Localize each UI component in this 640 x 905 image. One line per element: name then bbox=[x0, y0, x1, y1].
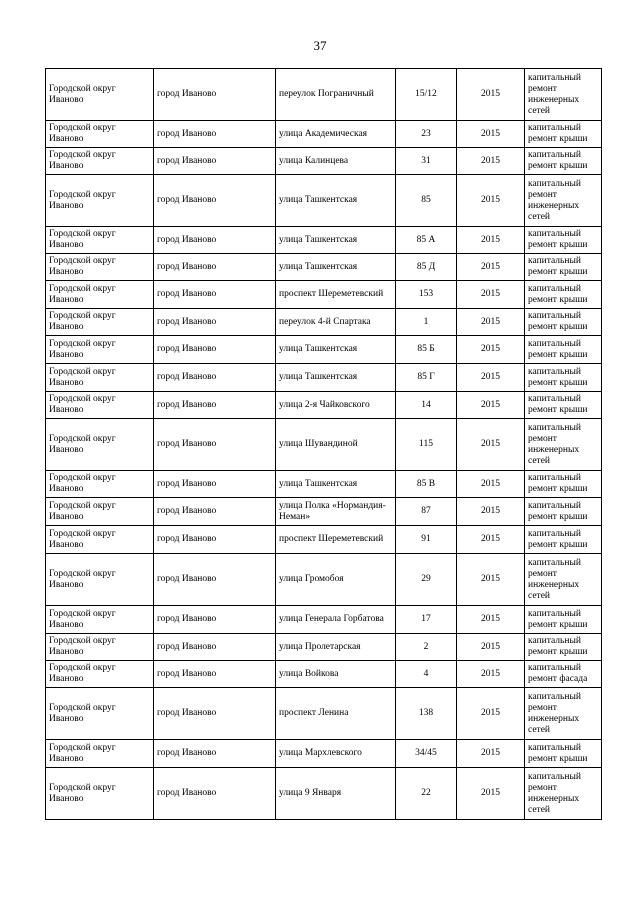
table-row bbox=[46, 121, 602, 148]
work-type-cell: капитальный ремонт фасада bbox=[525, 661, 602, 688]
year-cell: 2015 bbox=[457, 392, 525, 419]
city-cell: город Иваново bbox=[154, 634, 276, 661]
district-cell: Городской округ Иваново bbox=[46, 254, 154, 281]
year-cell: 2015 bbox=[457, 688, 525, 740]
street-cell: улица Ташкентская bbox=[276, 254, 396, 281]
city-cell: город Иваново bbox=[154, 121, 276, 148]
house-number-cell: 85 В bbox=[396, 471, 457, 498]
house-number-cell: 85 А bbox=[396, 227, 457, 254]
year-cell: 2015 bbox=[457, 281, 525, 309]
house-number-cell: 91 bbox=[396, 526, 457, 554]
city-cell: город Иваново bbox=[154, 740, 276, 768]
year-cell: 2015 bbox=[457, 740, 525, 768]
street-cell: улица Пролетарская bbox=[276, 634, 396, 661]
district-cell: Городской округ Иваново bbox=[46, 121, 154, 148]
district-cell: Городской округ Иваново bbox=[46, 281, 154, 309]
street-cell: улица Ташкентская bbox=[276, 336, 396, 364]
work-type-cell: капитальный ремонт крыши bbox=[525, 606, 602, 634]
street-cell: улица Ташкентская bbox=[276, 175, 396, 227]
house-number-cell: 85 Г bbox=[396, 364, 457, 392]
house-number-cell: 31 bbox=[396, 148, 457, 175]
repair-schedule-table bbox=[45, 68, 602, 820]
year-cell: 2015 bbox=[457, 227, 525, 254]
district-cell: Городской округ Иваново bbox=[46, 69, 154, 121]
table-row bbox=[46, 471, 602, 498]
work-type-cell: капитальный ремонт крыши bbox=[525, 471, 602, 498]
house-number-cell: 22 bbox=[396, 768, 457, 820]
city-cell: город Иваново bbox=[154, 392, 276, 419]
year-cell: 2015 bbox=[457, 471, 525, 498]
district-cell: Городской округ Иваново bbox=[46, 336, 154, 364]
table-row bbox=[46, 498, 602, 526]
table-row bbox=[46, 419, 602, 471]
house-number-cell: 138 bbox=[396, 688, 457, 740]
district-cell: Городской округ Иваново bbox=[46, 606, 154, 634]
street-cell: улица Ташкентская bbox=[276, 364, 396, 392]
house-number-cell: 29 bbox=[396, 554, 457, 606]
house-number-cell: 115 bbox=[396, 419, 457, 471]
street-cell: улица Войкова bbox=[276, 661, 396, 688]
district-cell: Городской округ Иваново bbox=[46, 175, 154, 227]
street-cell: проспект Шереметевский bbox=[276, 526, 396, 554]
work-type-cell: капитальный ремонт крыши bbox=[525, 392, 602, 419]
work-type-cell: капитальный ремонт инженерных сетей bbox=[525, 175, 602, 227]
year-cell: 2015 bbox=[457, 336, 525, 364]
work-type-cell: капитальный ремонт крыши bbox=[525, 148, 602, 175]
street-cell: переулок 4-й Спартака bbox=[276, 309, 396, 336]
year-cell: 2015 bbox=[457, 69, 525, 121]
street-cell: улица Ташкентская bbox=[276, 471, 396, 498]
work-type-cell: капитальный ремонт инженерных сетей bbox=[525, 688, 602, 740]
work-type-cell: капитальный ремонт крыши bbox=[525, 634, 602, 661]
table-row bbox=[46, 336, 602, 364]
city-cell: город Иваново bbox=[154, 227, 276, 254]
district-cell: Городской округ Иваново bbox=[46, 392, 154, 419]
table-row bbox=[46, 148, 602, 175]
table-row bbox=[46, 392, 602, 419]
year-cell: 2015 bbox=[457, 634, 525, 661]
table-row bbox=[46, 69, 602, 121]
street-cell: улица Калинцева bbox=[276, 148, 396, 175]
house-number-cell: 85 Б bbox=[396, 336, 457, 364]
house-number-cell: 87 bbox=[396, 498, 457, 526]
work-type-cell: капитальный ремонт крыши bbox=[525, 227, 602, 254]
street-cell: улица Мархлевского bbox=[276, 740, 396, 768]
page-number: 37 bbox=[313, 38, 327, 53]
work-type-cell: капитальный ремонт инженерных сетей bbox=[525, 419, 602, 471]
table-row bbox=[46, 634, 602, 661]
house-number-cell: 14 bbox=[396, 392, 457, 419]
house-number-cell: 2 bbox=[396, 634, 457, 661]
district-cell: Городской округ Иваново bbox=[46, 364, 154, 392]
house-number-cell: 153 bbox=[396, 281, 457, 309]
district-cell: Городской округ Иваново bbox=[46, 740, 154, 768]
table-row bbox=[46, 281, 602, 309]
work-type-cell: капитальный ремонт крыши bbox=[525, 526, 602, 554]
district-cell: Городской округ Иваново bbox=[46, 554, 154, 606]
table-row bbox=[46, 254, 602, 281]
work-type-cell: капитальный ремонт крыши bbox=[525, 336, 602, 364]
city-cell: город Иваново bbox=[154, 364, 276, 392]
year-cell: 2015 bbox=[457, 768, 525, 820]
district-cell: Городской округ Иваново bbox=[46, 419, 154, 471]
house-number-cell: 17 bbox=[396, 606, 457, 634]
city-cell: город Иваново bbox=[154, 336, 276, 364]
street-cell: проспект Шереметевский bbox=[276, 281, 396, 309]
table-row bbox=[46, 606, 602, 634]
district-cell: Городской округ Иваново bbox=[46, 661, 154, 688]
street-cell: улица Ташкентская bbox=[276, 227, 396, 254]
house-number-cell: 85 bbox=[396, 175, 457, 227]
work-type-cell: капитальный ремонт крыши bbox=[525, 498, 602, 526]
street-cell: улица Шувандиной bbox=[276, 419, 396, 471]
table-row bbox=[46, 768, 602, 820]
city-cell: город Иваново bbox=[154, 498, 276, 526]
city-cell: город Иваново bbox=[154, 281, 276, 309]
house-number-cell: 34/45 bbox=[396, 740, 457, 768]
year-cell: 2015 bbox=[457, 254, 525, 281]
work-type-cell: капитальный ремонт крыши bbox=[525, 309, 602, 336]
street-cell: улица 9 Января bbox=[276, 768, 396, 820]
street-cell: переулок Пограничный bbox=[276, 69, 396, 121]
table-row bbox=[46, 175, 602, 227]
work-type-cell: капитальный ремонт крыши bbox=[525, 364, 602, 392]
house-number-cell: 1 bbox=[396, 309, 457, 336]
street-cell: улица Генерала Горбатова bbox=[276, 606, 396, 634]
city-cell: город Иваново bbox=[154, 688, 276, 740]
city-cell: город Иваново bbox=[154, 471, 276, 498]
district-cell: Городской округ Иваново bbox=[46, 227, 154, 254]
year-cell: 2015 bbox=[457, 364, 525, 392]
table-row bbox=[46, 740, 602, 768]
table-row bbox=[46, 526, 602, 554]
district-cell: Городской округ Иваново bbox=[46, 688, 154, 740]
city-cell: город Иваново bbox=[154, 554, 276, 606]
city-cell: город Иваново bbox=[154, 148, 276, 175]
house-number-cell: 4 bbox=[396, 661, 457, 688]
district-cell: Городской округ Иваново bbox=[46, 768, 154, 820]
city-cell: город Иваново bbox=[154, 254, 276, 281]
table-row bbox=[46, 227, 602, 254]
year-cell: 2015 bbox=[457, 606, 525, 634]
district-cell: Городской округ Иваново bbox=[46, 148, 154, 175]
district-cell: Городской округ Иваново bbox=[46, 309, 154, 336]
year-cell: 2015 bbox=[457, 121, 525, 148]
street-cell: улица Академическая bbox=[276, 121, 396, 148]
year-cell: 2015 bbox=[457, 309, 525, 336]
house-number-cell: 85 Д bbox=[396, 254, 457, 281]
house-number-cell: 15/12 bbox=[396, 69, 457, 121]
street-cell: улица 2-я Чайковского bbox=[276, 392, 396, 419]
year-cell: 2015 bbox=[457, 554, 525, 606]
work-type-cell: капитальный ремонт крыши bbox=[525, 121, 602, 148]
city-cell: город Иваново bbox=[154, 768, 276, 820]
city-cell: город Иваново bbox=[154, 309, 276, 336]
work-type-cell: капитальный ремонт инженерных сетей bbox=[525, 768, 602, 820]
street-cell: улица Полка «Нормандия-Неман» bbox=[276, 498, 396, 526]
work-type-cell: капитальный ремонт инженерных сетей bbox=[525, 554, 602, 606]
work-type-cell: капитальный ремонт крыши bbox=[525, 281, 602, 309]
work-type-cell: капитальный ремонт крыши bbox=[525, 254, 602, 281]
year-cell: 2015 bbox=[457, 175, 525, 227]
table-row bbox=[46, 688, 602, 740]
table-row bbox=[46, 364, 602, 392]
table-row bbox=[46, 554, 602, 606]
city-cell: город Иваново bbox=[154, 526, 276, 554]
street-cell: проспект Ленина bbox=[276, 688, 396, 740]
city-cell: город Иваново bbox=[154, 69, 276, 121]
city-cell: город Иваново bbox=[154, 606, 276, 634]
year-cell: 2015 bbox=[457, 498, 525, 526]
year-cell: 2015 bbox=[457, 661, 525, 688]
district-cell: Городской округ Иваново bbox=[46, 471, 154, 498]
work-type-cell: капитальный ремонт крыши bbox=[525, 740, 602, 768]
district-cell: Городской округ Иваново bbox=[46, 634, 154, 661]
year-cell: 2015 bbox=[457, 419, 525, 471]
table-row bbox=[46, 309, 602, 336]
district-cell: Городской округ Иваново bbox=[46, 526, 154, 554]
city-cell: город Иваново bbox=[154, 661, 276, 688]
city-cell: город Иваново bbox=[154, 419, 276, 471]
district-cell: Городской округ Иваново bbox=[46, 498, 154, 526]
year-cell: 2015 bbox=[457, 526, 525, 554]
year-cell: 2015 bbox=[457, 148, 525, 175]
work-type-cell: капитальный ремонт инженерных сетей bbox=[525, 69, 602, 121]
city-cell: город Иваново bbox=[154, 175, 276, 227]
street-cell: улица Громобоя bbox=[276, 554, 396, 606]
house-number-cell: 23 bbox=[396, 121, 457, 148]
table-row bbox=[46, 661, 602, 688]
